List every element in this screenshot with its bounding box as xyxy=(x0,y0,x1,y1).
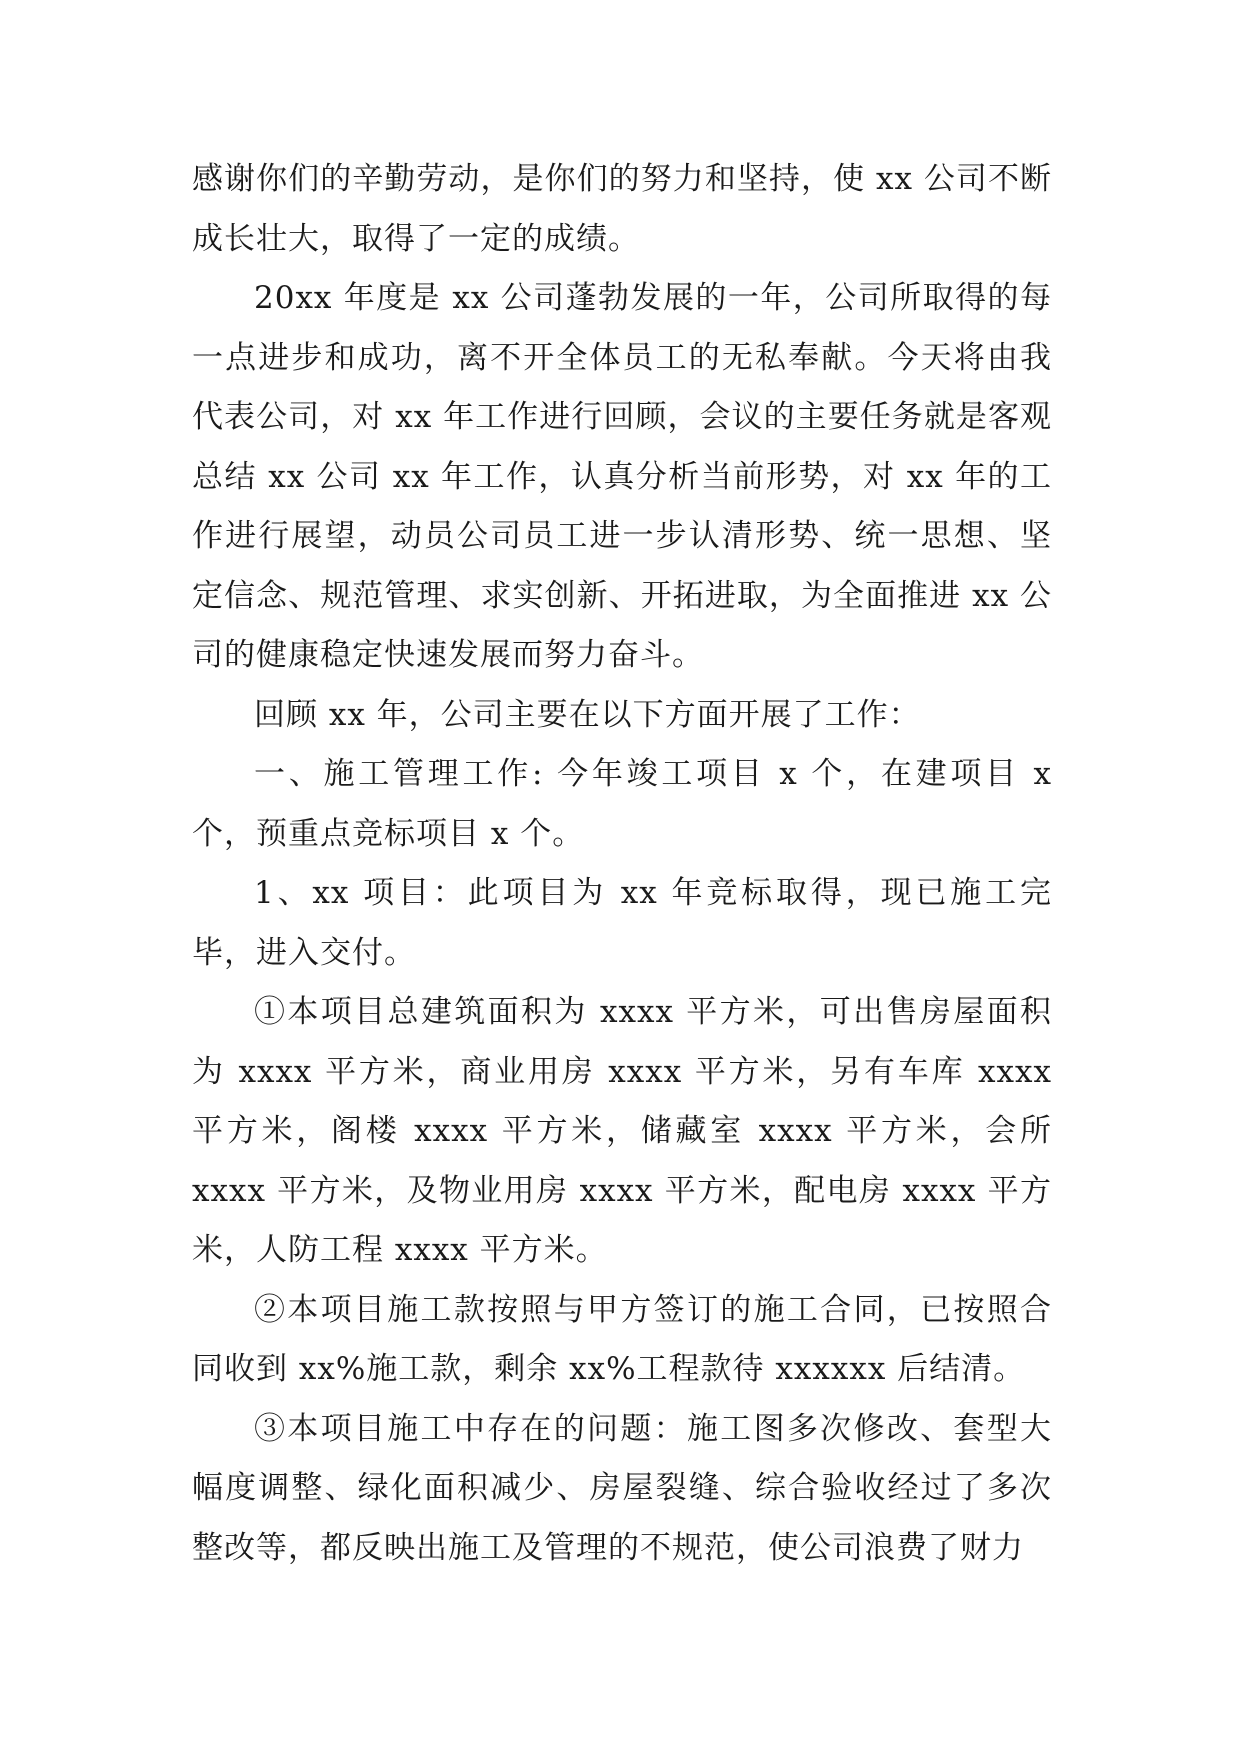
paragraph-8: ③本项目施工中存在的问题：施工图多次修改、套型大幅度调整、绿化面积减少、房屋裂缝、综合验收经过了多次整改等，都反映出施工及管理的不规范，使公司浪费了财力 xyxy=(192,1410,1052,1566)
paragraph-2: 20xx 年度是 xx 公司蓬勃发展的一年，公司所取得的每一点进步和成功，离不开全体员工的无私奉献。今天将由我代表公司，对 xx 年工作进行回顾，会议的主要任务就是客观总结 xx 公司 xx 年工作，认真分析当前形势，对 xx 年的工作进行展望，动员公司员工进一步认清形势、统一思想、坚定信念、规范管理、求实创新、开拓进取，为全面推进 xx 公司的健康稳定快速发展而努力奋斗。 xyxy=(192,280,1052,673)
paragraph-4: 一、施工管理工作: 今年竣工项目 x 个，在建项目 x 个，预重点竞标项目 x 个。 xyxy=(192,756,1052,852)
paragraph-6: ①本项目总建筑面积为 xxxx 平方米，可出售房屋面积为 xxxx 平方米，商业用房 xxxx 平方米，另有车库 xxxx 平方米，阁楼 xxxx 平方米，储藏室 xxxx 平方米，会所 xxxx 平方米，及物业用房 xxxx 平方米，配电房 xxxx 平方米，人防工程 xxxx 平方米。 xyxy=(192,994,1052,1268)
paragraph-1: 感谢你们的辛勤劳动，是你们的努力和坚持，使 xx 公司不断成长壮大，取得了一定的成绩。 xyxy=(192,161,1052,257)
paragraph-3: 回顾 xx 年，公司主要在以下方面开展了工作： xyxy=(254,696,921,733)
document-page xyxy=(192,150,1052,1578)
paragraph-7: ②本项目施工款按照与甲方签订的施工合同，已按照合同收到 xx%施工款，剩余 xx%工程款待 xxxxxx 后结清。 xyxy=(192,1291,1052,1387)
paragraph-5: 1、xx 项目：此项目为 xx 年竞标取得，现已施工完毕，进入交付。 xyxy=(192,875,1052,971)
